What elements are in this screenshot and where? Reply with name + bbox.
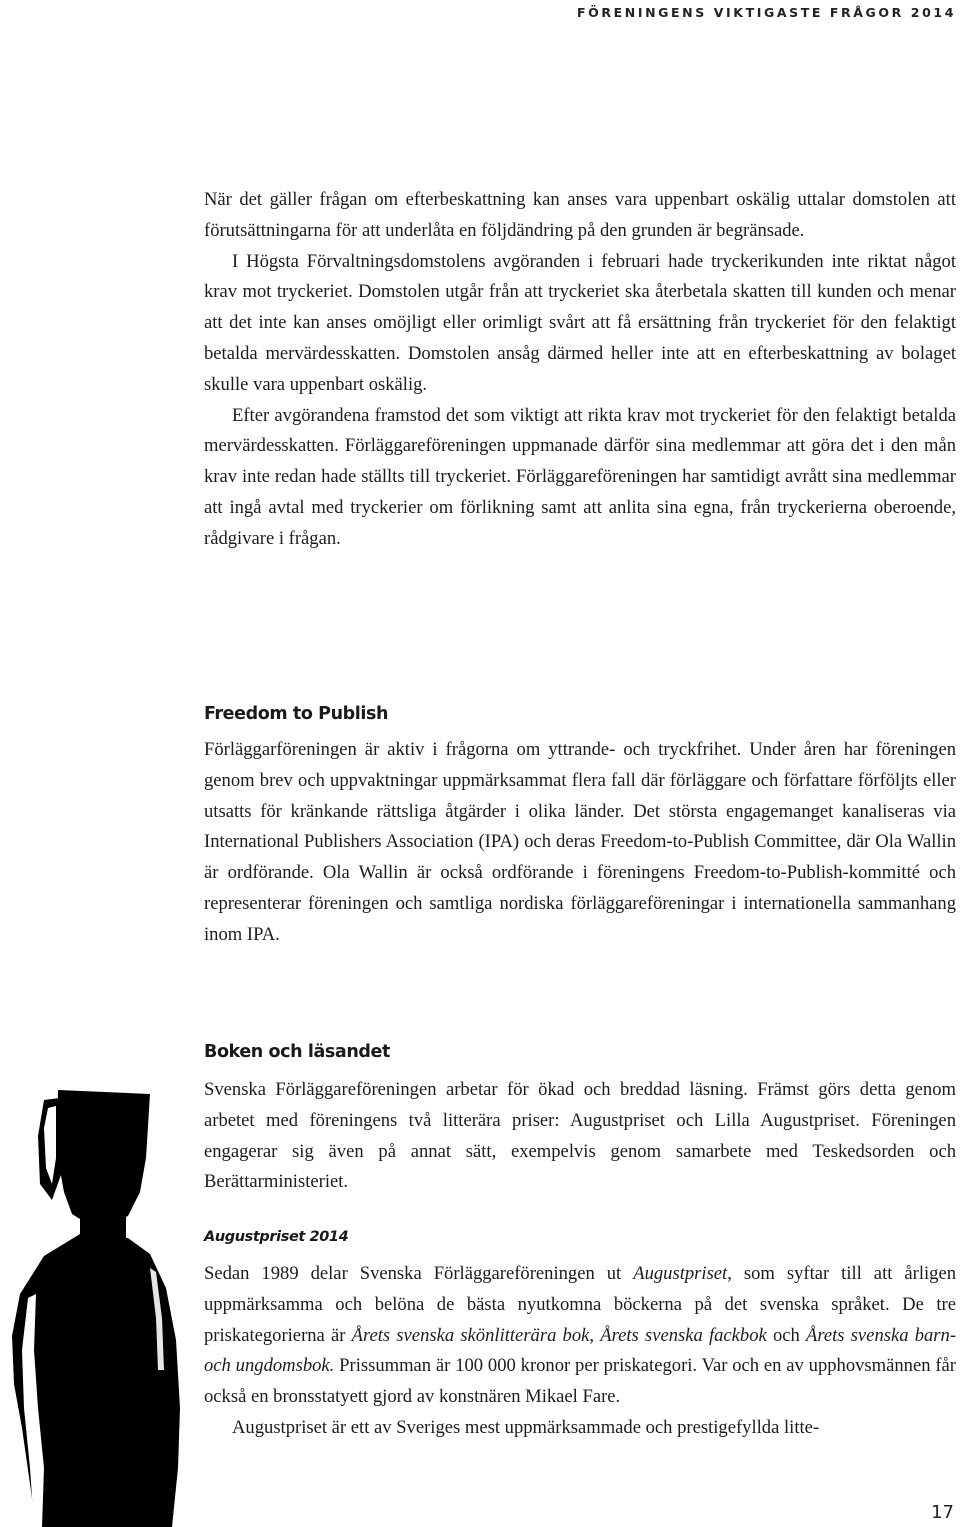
heading-augustpriset-2014: Augustpriset 2014 [204,1229,349,1245]
intro-section [204,185,956,555]
freedom-paragraph: Förläggarföreningen är aktiv i frågorna om yttrande- och tryckfrihet. Under åren har föreningen genom brev och uppvaktningar uppmärksammat flera fall där förläggare och författare förföljts eller utsatts för kränkande rättsliga åtgärder i olika länder. Det största engagemanget kanaliseras via International Publishers Association (IPA) och deras Freedom-to-Publish Committee, där Ola Wallin är ordförande. Ola Wallin är också ordförande i föreningens Freedom-to-Publish-kommitté och representerar föreningen och samtliga nordiska förläggareföreningar i internationella sammanhang inom IPA. [204,739,956,945]
freedom-section [204,735,956,951]
augustpriset-paragraph-2: Augustpriset är ett av Sveriges mest uppmärksammade och prestigefyllda litte- [232,1416,820,1438]
intro-paragraph-2: I Högsta Förvaltningsdomstolens avgöranden i februari hade tryckerikunden inte riktat något krav mot tryckeriet. Domstolen utgår från att tryckeriet ska återbetala skatten till kunden och menar att det inte kan anses omöjligt eller orimligt svårt att få ersättning från tryckeriet för den felaktigt betalda mervärdesskatten. Domstolen ansåg därmed heller inte att en efterbeskattning av bolaget skulle vara uppenbart oskälig. [204,250,956,395]
augustpriset-paragraph-1: Sedan 1989 delar Svenska Förläggareföreningen ut Augustpriset, som syftar till att årligen uppmärksamma och belöna de bästa nyutkomna böckerna på det svenska språket. De tre priskategorierna är Årets svenska skönlitterära bok, Årets svenska fackbok och Årets svenska barn- och ungdomsbok. Prissumman är 100 000 kronor per priskategori. Var och en av upphovsmännen får också en bronsstatyett gjord av konstnären Mikael Fare. [204,1263,957,1408]
heading-freedom-to-publish: Freedom to Publish [204,704,389,724]
category-nonfiction: Årets svenska fackbok [600,1324,767,1346]
category-fiction: Årets svenska skönlitterära bok [351,1324,590,1346]
intro-paragraph-1: När det gäller frågan om efterbeskattning kan anses vara uppenbart oskälig uttalar domstolen att förutsättningarna för att underlåta en följdändring på den grunden är begränsade. [204,189,956,241]
boken-section [204,1075,956,1198]
category-children: Årets svenska barn- och ungdomsbok. [204,1324,957,1377]
boken-paragraph: Svenska Förläggareföreningen arbetar för ökad och breddad läsning. Främst görs detta genom arbetet med föreningens två litterära priser: Augustpriset och Lilla Augustpriset. Föreningen engagerar sig även på annat sätt, exempelvis genom samarbete med Teskedsorden och Berättarministeriet. [204,1079,956,1193]
page-number: 17 [931,1502,954,1523]
augustpriset-section [204,1259,956,1444]
intro-paragraph-3: Efter avgörandena framstod det som viktigt att rikta krav mot tryckeriet för den felaktigt betalda mervärdesskatten. Förläggareföreningen uppmanade därför sina medlemmar att göra det i den mån krav inte redan hade ställts till tryckeriet. Förläggareföreningen har samtidigt avrått sina medlemmar att ingå avtal med tryckerier om förlikning samt att anlita sina egna, från tryckerierna oberoende, rådgivare i frågan. [204,404,956,549]
running-head: FÖRENINGENS VIKTIGASTE FRÅGOR 2014 [577,5,956,20]
august-statuette-icon [0,1088,182,1527]
prize-name: Augustpriset [633,1263,728,1284]
heading-boken-och-lasandet: Boken och läsandet [204,1042,390,1062]
